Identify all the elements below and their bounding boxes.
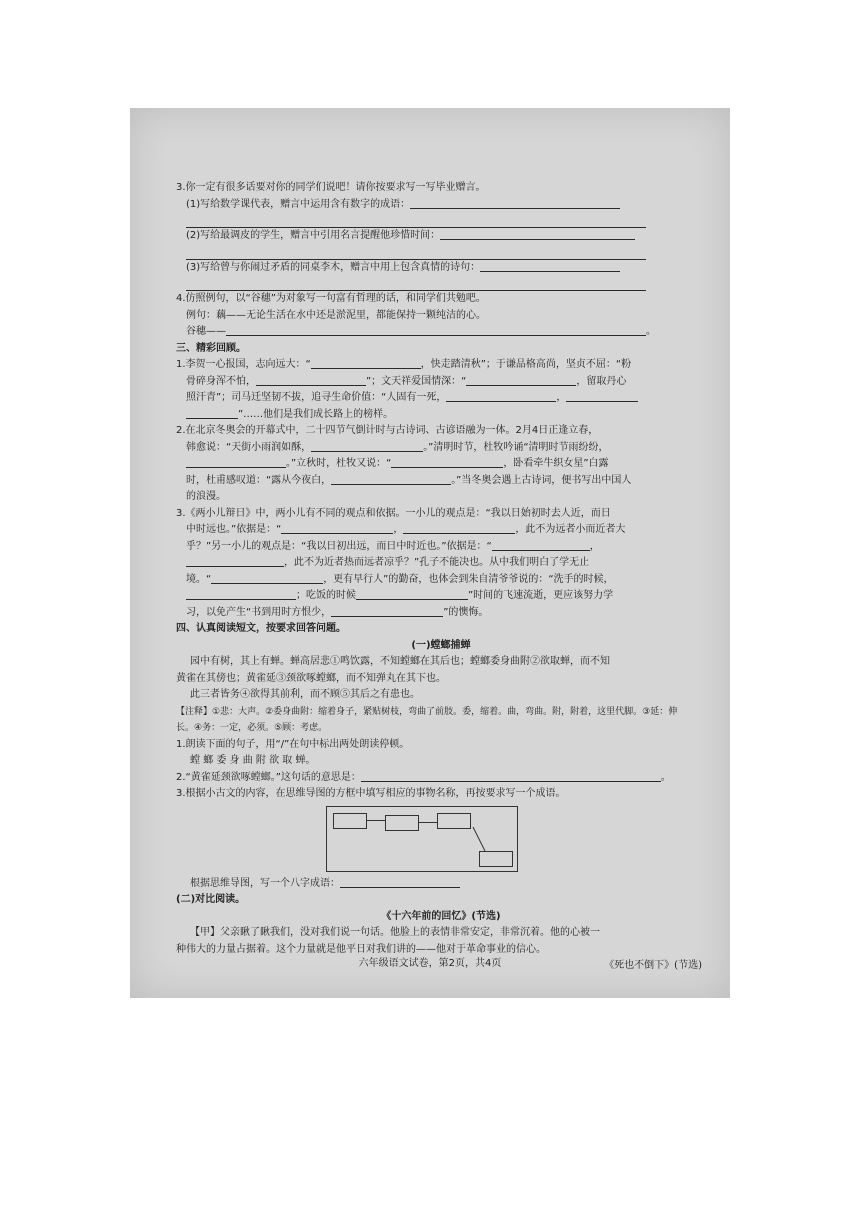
text: ”；文天祥爱国情深：“ bbox=[366, 375, 467, 387]
s3-p1-line2 bbox=[176, 374, 706, 391]
text: ”时间的飞速流逝，更应该努力学 bbox=[468, 590, 614, 601]
passage-1-notes2: 长。④务：一定，必须。⑤顾：考虑。 bbox=[176, 723, 328, 733]
text: 根据思维导图，写一个八字成语： bbox=[190, 877, 340, 889]
text: ”的懊悔。 bbox=[443, 606, 489, 618]
text: 习，以免产生“书到用时方恨少， bbox=[186, 606, 332, 618]
q4-intro: 4.仿照例句，以“谷穗”为对象写一句富有哲理的话，和同学们共勉吧。 bbox=[176, 293, 486, 304]
mind-map bbox=[326, 806, 518, 872]
passage-1-line1: 园中有树，其上有蝉。蝉高居悲①鸣饮露，不知螳螂在其后也；螳螂委身曲附②欲取蝉，而不知 bbox=[190, 656, 610, 667]
page-footer: 六年级语文试卷，第2页，共4页 bbox=[358, 958, 502, 969]
q3-item1 bbox=[176, 197, 706, 214]
s3-p1-line4 bbox=[176, 407, 706, 424]
s3-p2-line3 bbox=[176, 456, 706, 473]
answer-blank[interactable] bbox=[440, 228, 635, 240]
text: ，此不为远者小而近者大 bbox=[515, 524, 626, 535]
passage-jia-line1: 【甲】父亲瞅了瞅我们，没对我们说一句话。他脸上的表情非常安定，非常沉着。他的心被一 bbox=[190, 927, 600, 938]
answer-blank[interactable] bbox=[492, 539, 590, 551]
q3-item3-text: (3)写给曾与你闹过矛盾的同桌李木，赠言中用上包含真情的诗句： bbox=[186, 261, 481, 273]
s3-p2-line5: 的浪漫。 bbox=[186, 491, 226, 502]
q3-item1-text: (1)写给数学课代表，赠言中运用含有数字的成语： bbox=[186, 198, 411, 210]
passage-1-notes1: 【注释】①悲：大声。②委身曲附：缩着身子，紧贴树枝，弯曲了前肢。委，缩着。曲，弯曲。附，附着，这里代脚。③延：伸 bbox=[176, 706, 678, 717]
exam-page-content bbox=[176, 180, 706, 975]
s3-p2-line1: 2.在北京冬奥会的开幕式中，二十四节气倒计时与古诗词、古谚语融为一体。2月4日正逢立春， bbox=[176, 425, 599, 436]
text: 中时远也。”依据是：“ bbox=[186, 524, 282, 535]
answer-blank[interactable] bbox=[410, 197, 620, 209]
section-4-heading: 四、认真阅读短文，按要求回答问题。 bbox=[176, 623, 346, 634]
text: ， bbox=[556, 392, 567, 403]
answer-blank[interactable] bbox=[211, 572, 323, 584]
q3-item2-text: (2)写给最调皮的学生，赠言中引用名言提醒他珍惜时间： bbox=[186, 230, 441, 241]
text: 1.李贺一心报国，志向远大：“ bbox=[176, 359, 311, 370]
answer-blank[interactable] bbox=[311, 440, 423, 452]
answer-blank[interactable] bbox=[186, 245, 646, 260]
q4-answer: 谷穗—— 。 bbox=[186, 326, 656, 337]
text: 境。“ bbox=[186, 573, 212, 585]
s3-p3-line3 bbox=[176, 539, 706, 556]
answer-blank[interactable] bbox=[403, 522, 515, 534]
text: ；吃饭的时候 bbox=[296, 590, 356, 601]
answer-blank[interactable] bbox=[466, 374, 576, 386]
s3-p2-line4 bbox=[176, 473, 706, 490]
s4-q1: 1.朗读下面的句子，用“/”在句中标出两处朗读停顿。 bbox=[176, 738, 410, 750]
s3-p3-line1: 3.《两小儿辩日》中，两小儿有不同的观点和依据。一小儿的观点是：“我以日始初时去人近，而日 bbox=[176, 507, 611, 519]
s3-p3-line6 bbox=[176, 588, 706, 605]
answer-blank[interactable] bbox=[331, 473, 451, 485]
answer-blank[interactable] bbox=[281, 522, 393, 534]
text: ， bbox=[393, 524, 404, 535]
s3-p3-line7 bbox=[176, 605, 706, 622]
text: 照汗青”；司马迁坚韧不拔，追寻生命价值：“人固有一死， bbox=[186, 392, 447, 403]
answer-blank[interactable] bbox=[391, 456, 503, 468]
answer-blank[interactable] bbox=[186, 213, 646, 228]
q4-example: 例句：藕——无论生活在水中还是淤泥里，都能保持一颗纯洁的心。 bbox=[186, 309, 486, 321]
article-title: 《十六年前的回忆》(节选) bbox=[381, 910, 501, 922]
scanned-page bbox=[130, 108, 730, 998]
text: ，留取丹心 bbox=[576, 375, 627, 387]
answer-blank[interactable] bbox=[340, 876, 460, 888]
text: 乎？”另一小儿的观点是：“我以日初出远，而日中时近也。”依据是：“ bbox=[186, 540, 492, 552]
s3-p3-line5 bbox=[176, 572, 706, 589]
s4-q3-answer bbox=[176, 876, 706, 893]
s4-q2: 2.“黄雀延颈欲啄螳螂。”这句话的意思是： 。 bbox=[176, 771, 671, 783]
s3-p3-line4 bbox=[176, 555, 706, 572]
text: ，更有早行人”的勤奋，也体会到朱自清爷爷说的：“洗手的时候， bbox=[323, 573, 614, 585]
answer-blank[interactable] bbox=[331, 605, 443, 617]
text: 韩愈说：“天街小雨润如酥， bbox=[186, 441, 312, 453]
answer-blank[interactable] bbox=[361, 770, 661, 782]
text: ，此不为近者热而远者凉乎？”孔子不能决也。从中我们明白了学无止 bbox=[284, 557, 590, 568]
text: ， bbox=[589, 540, 600, 552]
passage-1-line2: 黄雀在其傍也；黄雀延③颈欲啄螳螂，而不知弹丸在其下也。 bbox=[176, 672, 446, 684]
text: 。”当冬奥会遇上古诗词，便书写出中国人 bbox=[451, 474, 632, 486]
part-2-heading: (二)对比阅读。 bbox=[176, 894, 246, 905]
section-3-heading: 三、精彩回顾。 bbox=[176, 342, 246, 354]
s4-q1-sentence: 螳 螂 委 身 曲 附 欲 取 蝉。 bbox=[190, 755, 316, 766]
s3-p2-line2 bbox=[176, 440, 706, 457]
passage-1-line3: 此三者皆务④欲得其前利，而不顾⑤其后之有患也。 bbox=[190, 689, 420, 700]
answer-blank[interactable] bbox=[566, 390, 638, 402]
answer-blank[interactable] bbox=[480, 260, 620, 272]
text: ，卧看牵牛织女星”白露 bbox=[503, 458, 609, 469]
s3-p3-line2 bbox=[176, 522, 706, 539]
text: 骨碎身浑不怕， bbox=[186, 375, 256, 387]
answer-blank[interactable] bbox=[186, 276, 646, 291]
answer-blank[interactable] bbox=[186, 407, 238, 419]
s3-p1-line1 bbox=[176, 357, 706, 374]
answer-blank[interactable] bbox=[356, 588, 468, 600]
answer-blank[interactable] bbox=[256, 374, 366, 386]
answer-blank[interactable] bbox=[311, 357, 421, 369]
answer-blank[interactable] bbox=[186, 555, 284, 567]
passage-jia-source: 《死也不倒下》(节选) bbox=[604, 960, 702, 971]
passage-1-title: (一)螳螂捕蝉 bbox=[411, 639, 471, 651]
s4-q3: 3.根据小古文的内容，在思维导图的方框中填写相应的事物名称，再按要求写一个成语。 bbox=[176, 788, 566, 799]
text: 时，杜甫感叹道：“露从今夜白， bbox=[186, 474, 332, 486]
passage-jia-line2: 种伟大的力量占据着。这个力量就是他平日对我们讲的——他对于革命事业的信心。 bbox=[176, 943, 546, 955]
text: ”……他们是我们成长路上的榜样。 bbox=[238, 408, 394, 420]
answer-blank[interactable] bbox=[186, 456, 286, 468]
text: ，快走踏清秋”；于谦品格高尚，坚贞不屈：“粉 bbox=[420, 359, 632, 370]
answer-blank[interactable] bbox=[226, 324, 646, 336]
text: 2.“黄雀延颈欲啄螳螂。”这句话的意思是： bbox=[176, 771, 361, 783]
q3-intro: 3.你一定有很多话要对你的同学们说吧！请你按要求写一写毕业赠言。 bbox=[176, 182, 486, 193]
text: 。”立秋时，杜牧又说：“ bbox=[286, 458, 392, 469]
q3-item2 bbox=[176, 228, 706, 245]
answer-blank[interactable] bbox=[446, 390, 556, 402]
text: 。”清明时节，杜牧吟诵“清明时节雨纷纷， bbox=[423, 441, 609, 453]
answer-blank[interactable] bbox=[186, 588, 296, 600]
q3-item3 bbox=[176, 260, 706, 277]
mind-map-box-4[interactable] bbox=[479, 851, 513, 867]
q4-answer-prefix: 谷穗—— bbox=[186, 326, 226, 337]
s3-p1-line3 bbox=[176, 390, 706, 407]
